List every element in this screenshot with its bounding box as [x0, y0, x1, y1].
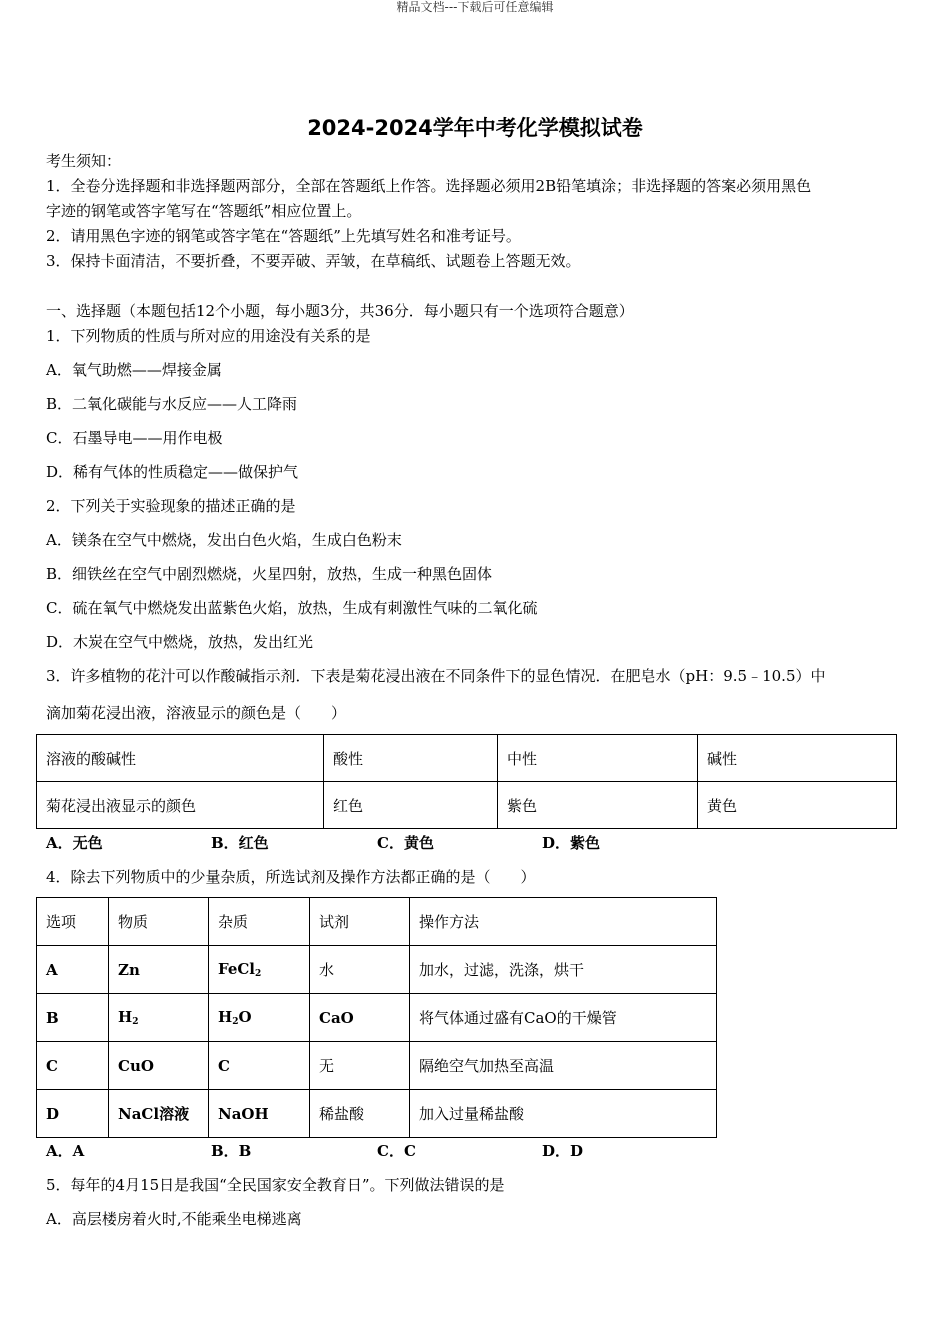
table-cell: CaO — [310, 994, 410, 1042]
table-header-cell: 物质 — [109, 898, 209, 946]
question-4-stem: 4．除去下列物质中的少量杂质，所选试剂及操作方法都正确的是（ ） — [46, 868, 536, 886]
table-cell: C — [209, 1042, 310, 1090]
table-cell: 碱性 — [698, 735, 897, 782]
table-header-cell: 杂质 — [209, 898, 310, 946]
table-cell: B — [37, 994, 109, 1042]
formula-main: H — [218, 1008, 233, 1026]
question-2-option-b: B．细铁丝在空气中剧烈燃烧，火星四射，放热，生成一种黑色固体 — [46, 565, 493, 583]
table-row — [37, 735, 897, 782]
formula-main: H — [118, 1008, 133, 1026]
table-row — [37, 898, 717, 946]
table-cell: 加入过量稀盐酸 — [410, 1090, 717, 1138]
question-5-option-a: A．高层楼房着火时,不能乘坐电梯逃离 — [46, 1210, 302, 1228]
formula-subscript: 2 — [255, 969, 262, 979]
table-header-cell: 试剂 — [310, 898, 410, 946]
table-cell: 加水，过滤，洗涤，烘干 — [410, 946, 717, 994]
indicator-table — [36, 734, 897, 829]
question-3-option-a: A．无色 — [46, 834, 103, 852]
table-cell: D — [37, 1090, 109, 1138]
table-cell: 稀盐酸 — [310, 1090, 410, 1138]
table-cell: 黄色 — [698, 782, 897, 829]
table-cell: 酸性 — [324, 735, 498, 782]
question-2-stem: 2．下列关于实验现象的描述正确的是 — [46, 497, 296, 515]
table-cell — [109, 994, 209, 1042]
table-row — [37, 946, 717, 994]
table-cell: 菊花浸出液显示的颜色 — [37, 782, 324, 829]
question-2-option-a: A．镁条在空气中燃烧，发出白色火焰，生成白色粉末 — [46, 531, 402, 549]
table-cell: 无 — [310, 1042, 410, 1090]
table-row — [37, 1090, 717, 1138]
notice-item: 2．请用黑色字迹的钢笔或答字笔在“答题纸”上先填写姓名和准考证号。 — [46, 227, 521, 245]
table-cell: 紫色 — [498, 782, 698, 829]
table-cell: NaOH — [209, 1090, 310, 1138]
question-5-stem: 5．每年的4月15日是我国“全民国家安全教育日”。下列做法错误的是 — [46, 1176, 505, 1194]
question-1-option-a: A．氧气助燃——焊接金属 — [46, 361, 222, 379]
question-4-option-c: C．C — [377, 1142, 416, 1160]
table-header-cell: 操作方法 — [410, 898, 717, 946]
question-2-option-c: C．硫在氧气中燃烧发出蓝紫色火焰，放热，生成有刺激性气味的二氧化硫 — [46, 599, 538, 617]
formula-subscript: 2 — [232, 1017, 239, 1027]
table-cell — [209, 994, 310, 1042]
table-row — [37, 994, 717, 1042]
table-cell: NaCl溶液 — [109, 1090, 209, 1138]
question-3-stem: 滴加菊花浸出液，溶液显示的颜色是（ ） — [46, 704, 347, 722]
table-cell: 隔绝空气加热至高温 — [410, 1042, 717, 1090]
question-4-option-b: B．B — [211, 1142, 252, 1160]
page-title: 2024-2024学年中考化学模拟试卷 — [307, 116, 643, 140]
question-2-option-d: D．木炭在空气中燃烧，放热，发出红光 — [46, 633, 314, 651]
formula-tail: O — [238, 1008, 252, 1026]
purification-table — [36, 897, 717, 1138]
table-cell: 中性 — [498, 735, 698, 782]
question-1-option-c: C．石墨导电——用作电极 — [46, 429, 223, 447]
question-1-stem: 1．下列物质的性质与所对应的用途没有关系的是 — [46, 327, 371, 345]
question-3-stem: 3．许多植物的花汁可以作酸碱指示剂．下表是菊花浸出液在不同条件下的显色情况．在肥皂水（pH：9.5﹣10.5）中 — [46, 667, 826, 685]
notice-heading: 考生须知： — [46, 152, 122, 170]
question-4-option-a: A．A — [46, 1142, 85, 1160]
table-row — [37, 1042, 717, 1090]
page-header: 精品文档---下载后可任意编辑 — [396, 0, 554, 14]
formula-main: FeCl — [218, 960, 256, 978]
table-cell: 水 — [310, 946, 410, 994]
table-cell: Zn — [109, 946, 209, 994]
table-cell — [209, 946, 310, 994]
notice-item: 1．全卷分选择题和非选择题两部分，全部在答题纸上作答。选择题必须用2B铅笔填涂；非选择题的答案必须用黑色 — [46, 177, 812, 195]
question-3-option-d: D．紫色 — [542, 834, 601, 852]
table-header-cell: 选项 — [37, 898, 109, 946]
question-3-option-c: C．黄色 — [377, 834, 434, 852]
table-cell: 溶液的酸碱性 — [37, 735, 324, 782]
table-cell: 红色 — [324, 782, 498, 829]
table-cell: CuO — [109, 1042, 209, 1090]
table-row — [37, 782, 897, 829]
section-heading: 一、选择题（本题包括12个小题，每小题3分，共36分．每小题只有一个选项符合题意） — [46, 302, 634, 320]
question-4-option-d: D．D — [542, 1142, 584, 1160]
notice-item: 3．保持卡面清洁，不要折叠，不要弄破、弄皱，在草稿纸、试题卷上答题无效。 — [46, 252, 581, 270]
notice-item: 字迹的钢笔或答字笔写在“答题纸”相应位置上。 — [46, 202, 362, 220]
table-cell: C — [37, 1042, 109, 1090]
table-cell: 将气体通过盛有CaO的干燥管 — [410, 994, 717, 1042]
question-1-option-b: B．二氧化碳能与水反应——人工降雨 — [46, 395, 298, 413]
question-3-option-b: B．红色 — [211, 834, 269, 852]
question-1-option-d: D．稀有气体的性质稳定——做保护气 — [46, 463, 299, 481]
formula-subscript: 2 — [132, 1017, 139, 1027]
table-cell: A — [37, 946, 109, 994]
